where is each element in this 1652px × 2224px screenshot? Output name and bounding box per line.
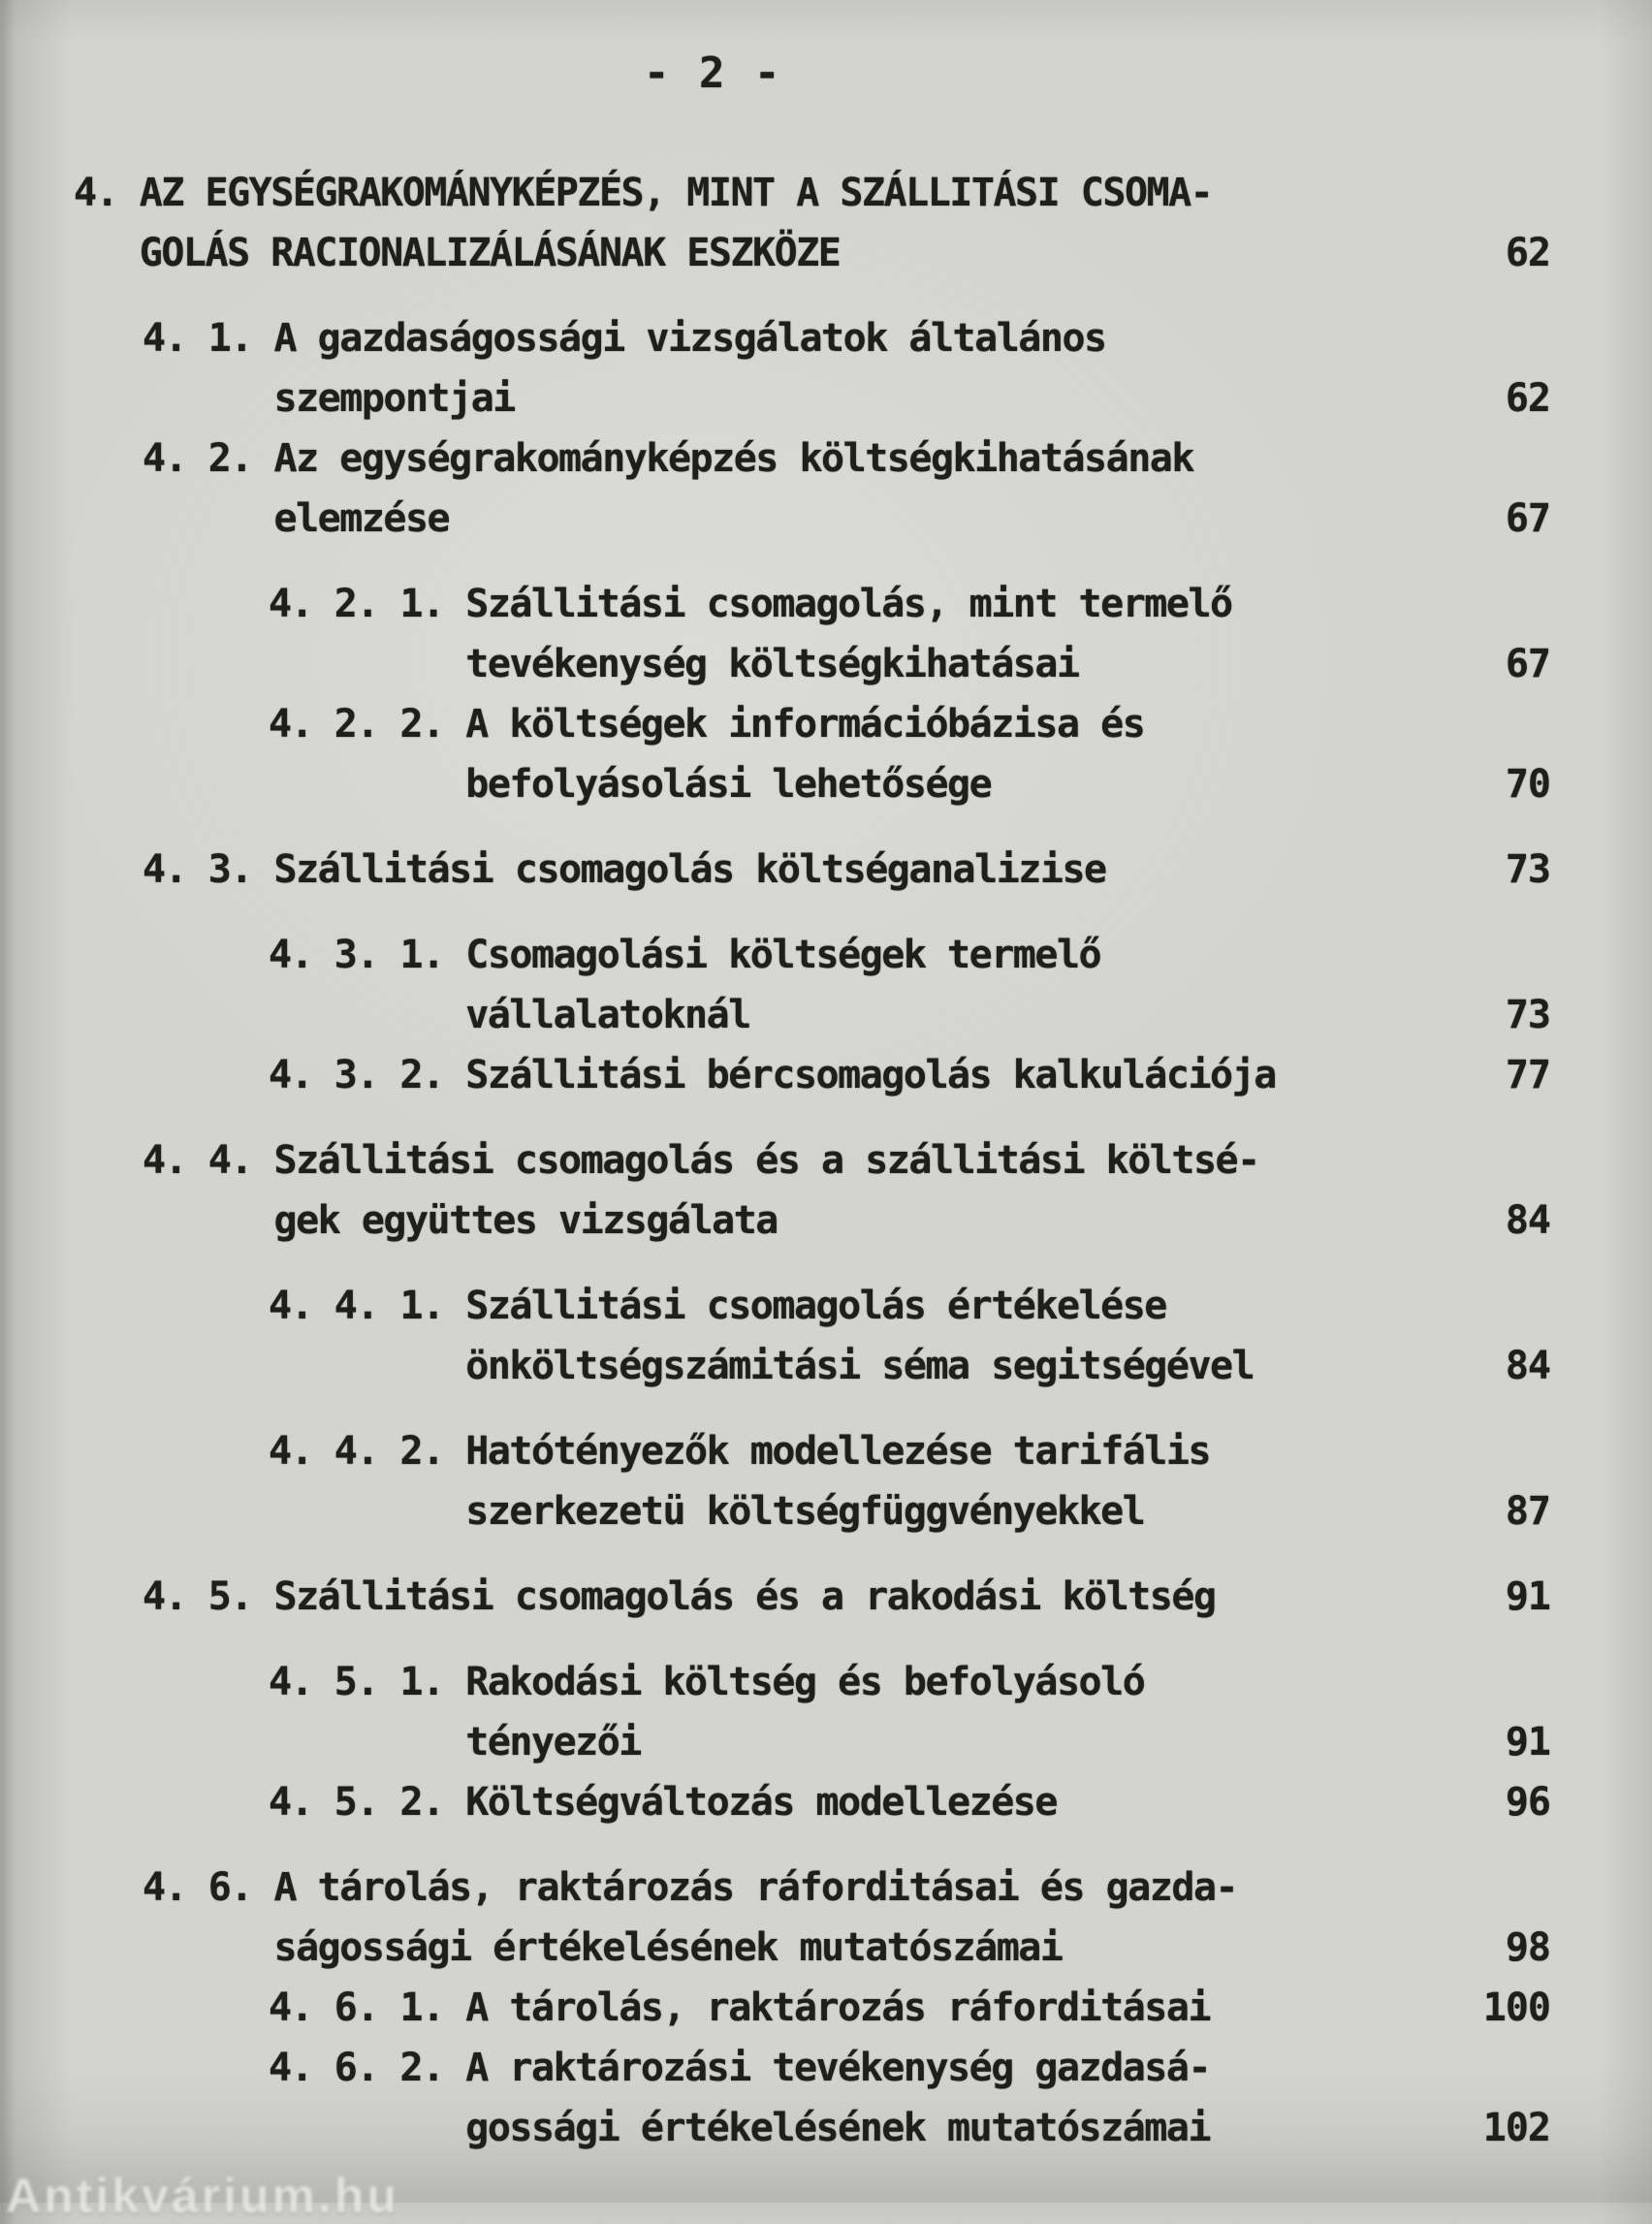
toc-entry (269, 1421, 1550, 1541)
toc-line-first: 4. 6. 1. A tárolás, raktározás ráforditásai (269, 1986, 1211, 2030)
page-number: 67 (1505, 496, 1550, 541)
toc-line-first: 4. 4. 2. Hatótényezők modellezése tarifális (269, 1429, 1211, 1474)
toc-line-continuation: ságossági értékelésének mutatószámai (273, 1925, 1063, 1970)
toc-line-first: 4. 6. A tárolás, raktározás ráforditásai és gazda- (143, 1865, 1238, 1910)
toc-line-continuation: elemzése (273, 496, 450, 541)
toc-entry (269, 1978, 1550, 2038)
toc-line-continuation: szerkezetü költségfüggvényekkel (465, 1489, 1145, 1534)
page-number: 100 (1482, 1986, 1550, 2030)
toc-entry (143, 1567, 1550, 1627)
toc-entry (269, 1652, 1550, 1772)
page-number: 73 (1505, 847, 1550, 892)
toc-line-continuation: vállalatoknál (465, 993, 750, 1037)
toc-line-continuation: befolyásolási lehetősége (465, 762, 992, 807)
page-number: 62 (1505, 376, 1550, 421)
toc-entry (143, 308, 1550, 429)
toc-line-first: 4. 2. 1. Szállitási csomagolás, mint termelő (269, 582, 1232, 626)
toc-line-first: 4. 6. 2. A raktározási tevékenység gazdasá- (269, 2046, 1211, 2090)
toc-entry-lines (143, 1130, 1550, 1251)
page-number: 70 (1505, 762, 1550, 807)
toc-line-first: 4. 2. Az egységrakományképzés költségkihatásának (143, 436, 1193, 481)
page-number: 87 (1505, 1489, 1550, 1534)
toc-line-first: 4. 3. 2. Szállitási bércsomagolás kalkulációja (269, 1053, 1276, 1097)
table-of-contents (74, 163, 1550, 2158)
toc-line-continuation: gek együttes vizsgálata (273, 1198, 778, 1243)
toc-entry-lines (143, 1567, 1550, 1627)
toc-entry (269, 1276, 1550, 1396)
toc-line-first: 4. 4. Szállitási csomagolás és a szállitási költsé- (143, 1138, 1259, 1183)
toc-line-first: 4. 1. A gazdaságossági vizsgálatok általános (143, 316, 1106, 361)
page-number: 91 (1505, 1720, 1550, 1764)
toc-line-continuation: szempontjai (273, 376, 515, 421)
toc-entry (269, 574, 1550, 694)
toc-entry (143, 1858, 1550, 1978)
toc-entry-lines (269, 574, 1550, 694)
toc-entry-lines (143, 840, 1550, 900)
page-number: 98 (1505, 1925, 1550, 1970)
toc-entry (74, 163, 1550, 283)
toc-entry-lines (269, 1978, 1550, 2038)
toc-line-first: 4. AZ EGYSÉGRAKOMÁNYKÉPZÉS, MINT A SZÁLLITÁSI CSOMA- (74, 171, 1213, 215)
antikvarium-watermark: Antikvárium.hu (6, 2169, 399, 2223)
toc-entry-lines (269, 2038, 1550, 2158)
toc-line-continuation: önköltségszámitási séma segitségével (465, 1344, 1255, 1388)
toc-line-first: 4. 2. 2. A költségek információbázisa és (269, 702, 1145, 747)
toc-line-first: 4. 3. Szállitási csomagolás költséganalizise (143, 847, 1106, 892)
page-number: 73 (1505, 993, 1550, 1037)
toc-line-first: 4. 5. 1. Rakodási költség és befolyásoló (269, 1660, 1145, 1704)
page-number: 84 (1505, 1198, 1550, 1243)
toc-entry-lines (143, 308, 1550, 429)
toc-entry (269, 1772, 1550, 1832)
page-number: 84 (1505, 1344, 1550, 1388)
toc-entry-lines (269, 1045, 1550, 1105)
toc-entry-lines (74, 163, 1550, 283)
toc-entry (269, 1045, 1550, 1105)
toc-line-first: 4. 5. 2. Költségváltozás modellezése (269, 1780, 1057, 1825)
page-number: 67 (1505, 642, 1550, 686)
toc-line-continuation: gossági értékelésének mutatószámai (465, 2106, 1211, 2150)
toc-entry-lines (269, 1652, 1550, 1772)
toc-entry-lines (269, 1772, 1550, 1832)
toc-entry (269, 925, 1550, 1045)
toc-entry (143, 1130, 1550, 1251)
page-number: 62 (1505, 231, 1550, 275)
toc-entry (143, 840, 1550, 900)
page-number: 96 (1505, 1780, 1550, 1825)
page-number: 91 (1505, 1574, 1550, 1619)
toc-line-first: 4. 3. 1. Csomagolási költségek termelő (269, 933, 1101, 977)
toc-entry (269, 2038, 1550, 2158)
toc-entry (143, 429, 1550, 549)
toc-entry-lines (269, 1276, 1550, 1396)
toc-line-continuation: tényezői (465, 1720, 641, 1764)
toc-entry (269, 694, 1550, 814)
toc-line-continuation: tevékenység költségkihatásai (465, 642, 1079, 686)
toc-entry-lines (269, 1421, 1550, 1541)
toc-entry-lines (143, 429, 1550, 549)
toc-entry-lines (143, 1858, 1550, 1978)
toc-line-continuation: GOLÁS RACIONALIZÁLÁSÁNAK ESZKÖZE (139, 231, 841, 275)
toc-line-first: 4. 4. 1. Szállitási csomagolás értékelése (269, 1284, 1166, 1328)
toc-line-first: 4. 5. Szállitási csomagolás és a rakodási költség (143, 1574, 1216, 1619)
toc-entry-lines (269, 925, 1550, 1045)
page-number: 102 (1482, 2106, 1550, 2150)
page-number-header: - 2 - (644, 48, 782, 98)
toc-entry-lines (269, 694, 1550, 814)
page-number: 77 (1505, 1053, 1550, 1097)
